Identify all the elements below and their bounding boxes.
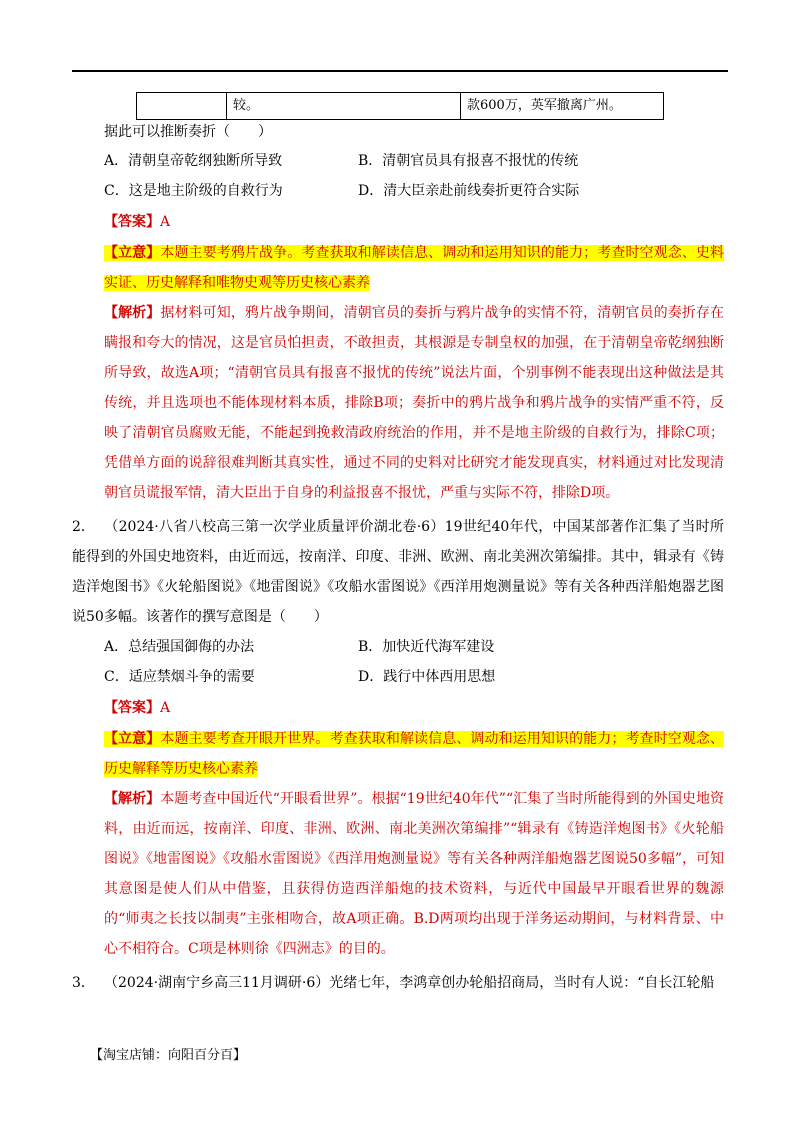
question-number: 3． bbox=[72, 975, 95, 991]
table-cell: 较。 bbox=[227, 93, 461, 119]
q2-options-row bbox=[104, 632, 724, 662]
q1-analysis bbox=[104, 298, 724, 508]
analysis-label: 【解析】 bbox=[104, 791, 161, 807]
option-d: D．践行中体西用思想 bbox=[358, 669, 496, 685]
option-c: C．这是地主阶级的自救行为 bbox=[104, 183, 283, 199]
option-c: C．适应禁烟斗争的需要 bbox=[104, 669, 255, 685]
option-a: A．清朝皇帝乾纲独断所导致 bbox=[104, 153, 283, 169]
q1-answer bbox=[104, 206, 724, 238]
q3-stem bbox=[72, 968, 724, 998]
question-number: 2． bbox=[72, 519, 95, 535]
table-cell: 款600万，英军撤离广州。 bbox=[467, 98, 622, 113]
answer-label: 【答案】 bbox=[104, 700, 160, 716]
question-text: （2024·八省八校高三第一次学业质量评价湖北卷·6）19世纪40年代，中国某部著作汇集了当时所能得到的外国史地资料，由近而远，按南洋、印度、非洲、欧洲、南北美洲次第编排。其中，辑录有《铸造洋炮图书》《火轮船图说》《地雷图说》《攻船水雷图说》《西洋用炮测量说》等有关各种西洋船炮器艺图说50多幅。该著作的撰写意图是（ ） bbox=[72, 519, 724, 625]
intent-label: 【立意】 bbox=[104, 245, 161, 261]
q2-answer bbox=[104, 692, 724, 724]
option-d: D．清大臣亲赴前线奏折更符合实际 bbox=[358, 183, 580, 199]
answer-value: A bbox=[160, 214, 171, 230]
material-table-row bbox=[136, 92, 664, 120]
q1-options-row bbox=[104, 146, 724, 176]
answer-value: A bbox=[160, 700, 171, 716]
q1-options-row bbox=[104, 176, 724, 206]
intent-text: 本题主要考查开眼开世界。考查获取和解读信息、调动和运用知识的能力；考查时空观念、历史解释等历史核心素养 bbox=[104, 731, 725, 777]
header-rule bbox=[72, 70, 728, 72]
page-content bbox=[72, 118, 725, 998]
option-b: B．清朝官员具有报喜不报忧的传统 bbox=[358, 153, 579, 169]
option-a: A．总结强国御侮的办法 bbox=[104, 639, 255, 655]
option-b: B．加快近代海军建设 bbox=[358, 639, 495, 655]
q1-stem: 据此可以推断奏折（ ） bbox=[104, 124, 272, 140]
q2-stem bbox=[72, 512, 724, 632]
q2-options-row bbox=[104, 662, 724, 692]
question-text: （2024·湖南宁乡高三11月调研·6）光绪七年，李鸿章创办轮船招商局，当时有人说：“自长江轮船 bbox=[104, 975, 715, 991]
q2-analysis bbox=[104, 784, 724, 964]
q2-intent bbox=[104, 724, 724, 784]
q1-intent bbox=[104, 238, 724, 298]
intent-text: 本题主要考鸦片战争。考查获取和解读信息、调动和运用知识的能力；考查时空观念、史料实证、历史解释和唯物史观等历史核心素养 bbox=[104, 245, 725, 291]
analysis-label: 【解析】 bbox=[104, 305, 161, 321]
table-cell bbox=[137, 93, 227, 119]
answer-label: 【答案】 bbox=[104, 214, 160, 230]
footer-shop-label: 【淘宝店铺：向阳百分百】 bbox=[90, 1048, 247, 1063]
intent-label: 【立意】 bbox=[104, 731, 161, 747]
analysis-text: 本题考查中国近代“开眼看世界”。根据“19世纪40年代”“汇集了当时所能得到的外国史地资料，由近而远，按南洋、印度、非洲、欧洲、南北美洲次第编排”“辑录有《铸造洋炮图书》《火轮船图说》《地雷图说》《攻船水雷图说》《西洋用炮测量说》等有关各种两洋船炮器艺图说50多幅”，可知其意图是使人们从中借鉴，且获得仿造西洋船炮的技术资料，与近代中国最早开眼看世界的魏源的“师夷之长技以制夷”主张相吻合，故A项正确。B.D两项均出现于洋务运动期间，与材料背景、中心不相符合。C项是林则徐《四洲志》的目的。 bbox=[104, 791, 725, 957]
analysis-text: 据材料可知，鸦片战争期间，清朝官员的奏折与鸦片战争的实情不符，清朝官员的奏折存在瞒报和夸大的情况，这是官员怕担责，不敢担责，其根源是专制皇权的加强，在于清朝皇帝乾纲独断所导致，故选A项；“清朝官员具有报喜不报忧的传统”说法片面，个别事例不能表现出这种做法是其传统，并且选项也不能体现材料本质，排除B项；奏折中的鸦片战争和鸦片战争的实情严重不符，反映了清朝官员腐败无能，不能起到挽救清政府统治的作用，并不是地主阶级的自救行为，排除C项；凭借单方面的说辞很难判断其真实性，通过不同的史料对比研究才能发现真实，材料通过对比发现清朝官员谎报军情，清大臣出于自身的利益报喜不报忧，严重与实际不符，排除D项。 bbox=[104, 305, 725, 501]
